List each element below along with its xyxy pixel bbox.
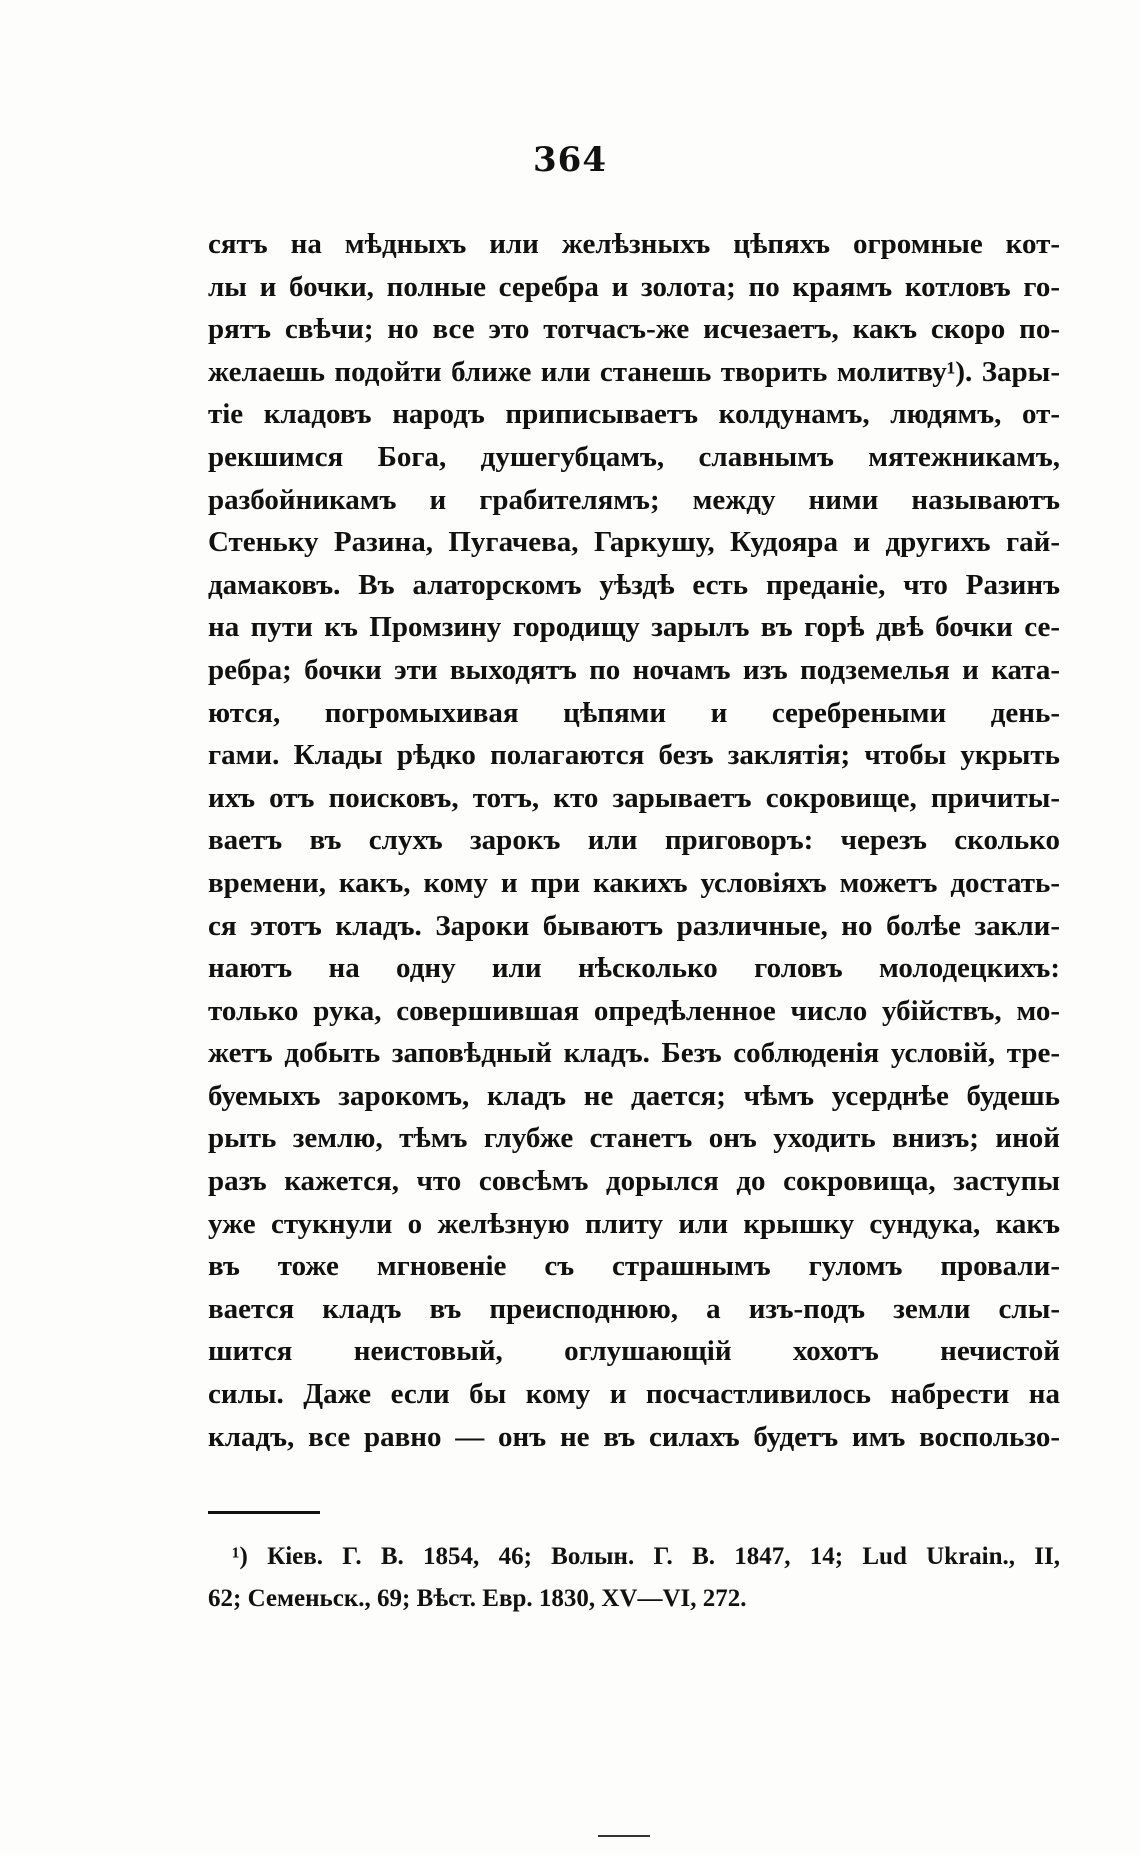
text-line: наютъ на одну или нѣсколько головъ молодецкихъ: <box>208 952 1060 985</box>
text-line: ются, погромыхивая цѣпями и серебреными день- <box>208 696 1060 729</box>
text-line: рекшимся Бога, душегубцамъ, славнымъ мятежникамъ, <box>208 440 1060 473</box>
text-line: времени, какъ, кому и при какихъ условіяхъ можетъ достать- <box>208 866 1060 899</box>
footnote-line: ¹) Кіев. Г. В. 1854, 46; Волын. Г. В. 1847, 14; Lud Ukrain., II, <box>232 1543 1060 1570</box>
page-number: 364 <box>533 140 607 180</box>
text-line: только рука, совершившая опредѣленное число убійствъ, мо- <box>208 994 1060 1027</box>
footnotes <box>208 1536 1060 1620</box>
text-line: кладъ, все равно — онъ не въ силахъ будетъ имъ воспользо- <box>208 1420 1060 1453</box>
text-line: рятъ свѣчи; но все это тотчасъ-же исчезаетъ, какъ скоро по- <box>208 313 1060 346</box>
footnote-divider <box>208 1511 320 1514</box>
text-line: ваетъ въ слухъ зарокъ или приговоръ: черезъ сколько <box>208 824 1060 857</box>
text-line: въ тоже мгновеніе съ страшнымъ гуломъ провали- <box>208 1250 1060 1283</box>
text-line: силы. Даже если бы кому и посчастливилось набрести на <box>208 1378 1060 1411</box>
text-line: сятъ на мѣдныхъ или желѣзныхъ цѣпяхъ огромные кот- <box>208 228 1060 260</box>
text-line: шится неистовый, оглушающій хохотъ нечистой <box>208 1335 1060 1368</box>
text-line: ихъ отъ поисковъ, тотъ, кто зарываетъ сокровище, причиты- <box>208 781 1060 814</box>
text-line: вается кладъ въ преисподнюю, а изъ-подъ земли слы- <box>208 1292 1060 1325</box>
text-line: разбойникамъ и грабителямъ; между ними называютъ <box>208 483 1060 516</box>
text-line: рыть землю, тѣмъ глубже станетъ онъ уходить внизъ; иной <box>208 1122 1060 1155</box>
text-line: дамаковъ. Въ алаторскомъ уѣздѣ есть преданіе, что Разинъ <box>208 568 1060 601</box>
text-line: жетъ добыть заповѣдный кладъ. Безъ соблюденія условій, тре- <box>208 1037 1060 1070</box>
text-line: лы и бочки, полные серебра и золота; по краямъ котловъ го- <box>208 270 1060 303</box>
text-line: ся этотъ кладъ. Зароки бываютъ различные, но болѣе закли- <box>208 909 1060 942</box>
text-line: разъ кажется, что совсѣмъ дорылся до сокровища, заступы <box>208 1165 1060 1198</box>
text-line: желаешь подойти ближе или станешь творить молитву¹). Зары- <box>208 355 1060 388</box>
footnote-line: 62; Семеньск., 69; Вѣст. Евр. 1830, XV—VI, 272. <box>208 1585 747 1612</box>
text-line: Стеньку Разина, Пугачева, Гаркушу, Кудояра и другихъ гай- <box>208 526 1060 559</box>
text-line: ребра; бочки эти выходятъ по ночамъ изъ подземелья и ката- <box>208 653 1060 686</box>
bottom-divider <box>598 1835 650 1837</box>
text-line: гами. Клады рѣдко полагаются безъ заклятія; чтобы укрыть <box>208 739 1060 772</box>
body-text <box>208 223 1060 1458</box>
text-line: тіе кладовъ народъ приписываетъ колдунамъ, людямъ, от- <box>208 398 1060 431</box>
text-line: уже стукнули о желѣзную плиту или крышку сундука, какъ <box>208 1207 1060 1240</box>
text-line: на пути къ Промзину городищу зарылъ въ горѣ двѣ бочки се- <box>208 611 1060 644</box>
text-line: буемыхъ зарокомъ, кладъ не дается; чѣмъ усерднѣе будешь <box>208 1079 1060 1112</box>
